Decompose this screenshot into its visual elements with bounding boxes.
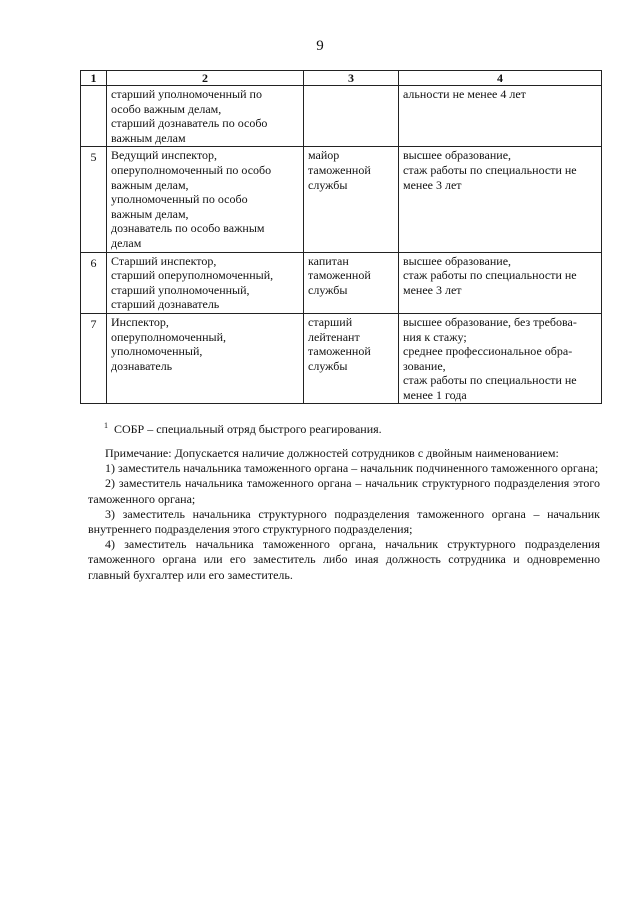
position-line: старший оперуполномоченный,	[111, 268, 274, 283]
requirements-line: менее 3 лет	[403, 177, 462, 192]
requirements-line: альности не менее 4 лет	[403, 87, 526, 101]
position-line: Старший инспектор,	[111, 253, 217, 268]
page-number: 9	[316, 38, 324, 54]
position-line: старший дознаватель по особо	[111, 116, 268, 131]
requirements-cell	[399, 86, 602, 147]
position-line: уполномоченный,	[111, 344, 203, 359]
note-item: 4) заместитель начальника таможенного органа, начальник структурного подразделения таможенного органа или его заместитель либо иная должность сотрудника и одновременно главный бухгалтер или его заместитель.	[88, 537, 600, 582]
position-line: важным делам,	[111, 206, 189, 221]
row-number: 6	[81, 252, 107, 313]
requirements-line: среднее профессиональное обра-	[403, 344, 573, 359]
rank-line: капитан	[308, 253, 349, 268]
table-row	[81, 86, 602, 147]
requirements-line: высшее образование, без требова-	[403, 314, 577, 329]
rank-line: таможенной	[308, 268, 371, 283]
rank-cell	[304, 252, 399, 313]
footnote-marker: 1	[104, 421, 108, 430]
requirements-line: высшее образование,	[403, 253, 512, 268]
note-item: 1) заместитель начальника таможенного органа – начальник подчиненного таможенного органа;	[105, 461, 599, 476]
rank-line: майор	[308, 148, 340, 163]
position-line: важным делам	[111, 130, 186, 145]
requirements-line: зование,	[403, 358, 446, 373]
rank-cell	[304, 313, 399, 404]
position-line: оперуполномоченный,	[111, 329, 227, 344]
position-cell	[107, 313, 304, 404]
rank-line: лейтенант	[308, 329, 360, 344]
footnote	[104, 418, 382, 437]
header-cell-2: 2	[107, 71, 304, 86]
rank-line: таможенной	[308, 162, 371, 177]
table-row	[81, 147, 602, 252]
requirements-cell	[399, 252, 602, 313]
rank-line: службы	[308, 282, 348, 297]
table-header-row	[81, 71, 602, 86]
position-line: дознаватель	[111, 358, 173, 373]
note-intro: Примечание: Допускается наличие должностей сотрудников с двойным наименованием:	[105, 446, 559, 460]
requirements-line: стаж работы по специальности не	[403, 162, 577, 177]
position-line: делам	[111, 235, 142, 250]
header-cell-1: 1	[81, 71, 107, 86]
header-cell-4: 4	[399, 71, 602, 86]
requirements-line: высшее образование,	[403, 148, 512, 163]
header-cell-3: 3	[304, 71, 399, 86]
rank-line: таможенной	[308, 344, 371, 359]
row-number	[81, 86, 107, 147]
requirements-line: ния к стажу;	[403, 329, 467, 344]
rank-cell	[304, 147, 399, 252]
positions-table	[80, 70, 602, 404]
rank-line: службы	[308, 177, 348, 192]
position-line: старший дознаватель	[111, 297, 220, 312]
rank-cell	[304, 86, 399, 147]
requirements-line: стаж работы по специальности не	[403, 373, 577, 388]
table-row	[81, 313, 602, 404]
position-cell	[107, 252, 304, 313]
position-line: оперуполномоченный по особо	[111, 162, 272, 177]
requirements-line: менее 3 лет	[403, 282, 462, 297]
position-line: уполномоченный по особо	[111, 192, 248, 207]
row-number: 5	[81, 147, 107, 252]
note-item: 2) заместитель начальника таможенного органа – начальник структурного подразделения этого таможенного органа;	[88, 476, 600, 506]
requirements-cell	[399, 313, 602, 404]
rank-line: службы	[308, 358, 348, 373]
position-line: старший уполномоченный,	[111, 282, 250, 297]
note-item: 3) заместитель начальника структурного подразделения таможенного органа – начальник внутреннего подразделения этого структурного подразделения;	[88, 506, 600, 537]
requirements-cell	[399, 147, 602, 252]
position-line: дознаватель по особо важным	[111, 221, 265, 236]
requirements-line: менее 1 года	[403, 387, 467, 402]
position-line: Инспектор,	[111, 314, 169, 329]
position-line: особо важным делам,	[111, 101, 222, 116]
rank-line: старший	[308, 314, 353, 329]
requirements-line: стаж работы по специальности не	[403, 268, 577, 283]
row-number: 7	[81, 313, 107, 404]
note-section	[88, 446, 600, 583]
footnote-text: СОБР – специальный отряд быстрого реагирования.	[114, 422, 382, 436]
table-row	[81, 252, 602, 313]
position-line: старший уполномоченный по	[111, 87, 262, 101]
position-cell	[107, 147, 304, 252]
position-cell	[107, 86, 304, 147]
position-line: важным делам,	[111, 177, 189, 192]
position-line: Ведущий инспектор,	[111, 148, 218, 163]
